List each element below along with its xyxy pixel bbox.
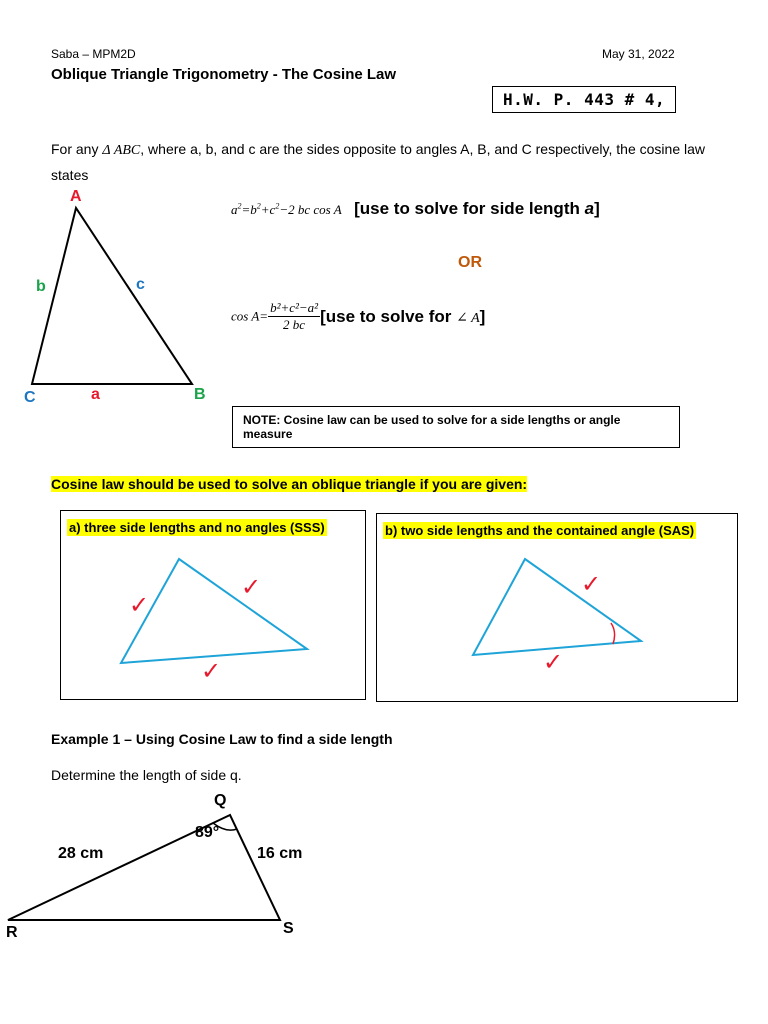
check-icon: ✓ — [581, 571, 602, 598]
triangle-abc-shape — [32, 208, 192, 384]
case-sss-box — [60, 510, 366, 700]
formula-side-length: $a^2=b^2+c^2-2$ bc cos A [use to solve for side length a] — [231, 199, 600, 218]
contained-angle-arc — [611, 623, 615, 644]
check-icon: ✓ — [241, 574, 262, 601]
angle-q-value: 89° — [195, 824, 220, 841]
side-a-label: a — [91, 386, 100, 403]
homework-box: H.W. P. 443 # 4, — [492, 86, 676, 113]
note-box: NOTE: Cosine law can be used to solve for a side lengths or angle measure — [232, 406, 680, 448]
check-icon: ✓ — [543, 649, 564, 676]
check-icon: ✓ — [201, 658, 222, 685]
triangle-symbol: Δ ABC — [102, 143, 141, 158]
example1-heading: Example 1 – Using Cosine Law to find a side length — [51, 731, 393, 747]
triangle-qrs-shape — [8, 815, 280, 920]
check-icon: ✓ — [129, 592, 150, 619]
date-label: May 31, 2022 — [602, 47, 675, 61]
page-title: Oblique Triangle Trigonometry - The Cosine Law — [51, 66, 397, 83]
author-label: Saba – MPM2D — [51, 47, 136, 61]
intro-paragraph: For any Δ ABC, where a, b, and c are the sides opposite to angles A, B, and C respectively, the cosine law states — [51, 141, 705, 183]
vertex-c-label: C — [24, 389, 36, 406]
vertex-b-label: B — [194, 386, 206, 403]
case-sss-label: a) three side lengths and no angles (SSS) — [69, 520, 325, 535]
sas-triangle — [473, 559, 641, 655]
case-sas-label: b) two side lengths and the contained angle (SAS) — [385, 523, 695, 538]
side-c-label: c — [136, 276, 145, 293]
triangle-abc-diagram — [20, 188, 220, 413]
side-qr-label: 28 cm — [58, 845, 104, 862]
or-label: OR — [458, 254, 482, 271]
case-sas-box — [376, 513, 738, 702]
vertex-q-label: Q — [214, 792, 227, 809]
formula-angle: cos A= $\frac{\text{b²+c²−a²}}{2 bc}$ [use to solve for ∠ A] — [231, 300, 486, 332]
vertex-s-label: S — [283, 920, 294, 937]
vertex-a-label: A — [70, 188, 82, 205]
example1-triangle-diagram — [0, 800, 320, 950]
example1-prompt: Determine the length of side q. — [51, 767, 242, 783]
vertex-r-label: R — [6, 924, 18, 941]
given-heading: Cosine law should be used to solve an oblique triangle if you are given: — [51, 476, 528, 492]
side-b-label: b — [36, 278, 46, 295]
side-qs-label: 16 cm — [257, 845, 303, 862]
